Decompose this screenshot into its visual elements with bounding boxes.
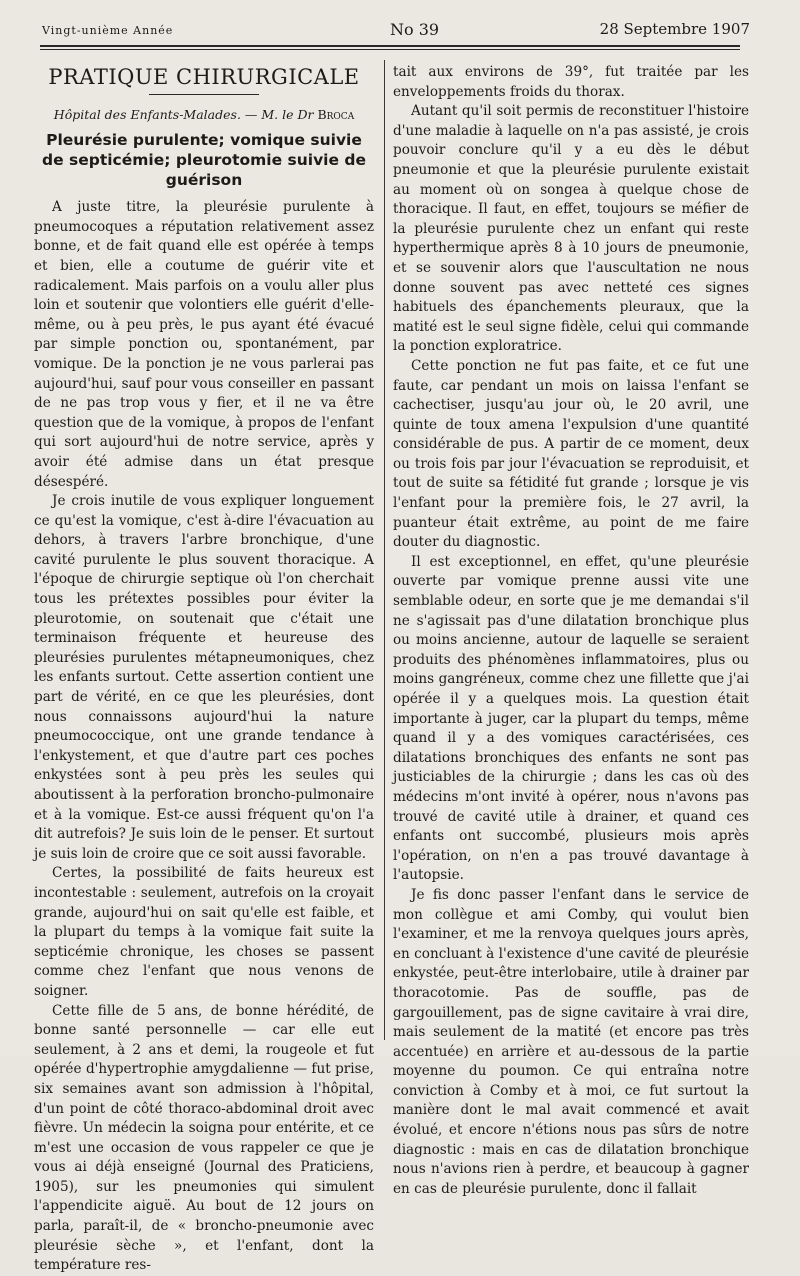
issue-number: No 39 (390, 20, 440, 39)
volume-label: Vingt-unième Année (42, 24, 174, 37)
header-rule (40, 45, 740, 47)
left-column (34, 62, 374, 1276)
paragraph: Je crois inutile de vous expliquer longuement ce qu'est la vomique, c'est à-dire l'évacuation au dehors, à travers l'arbre bronchique, d'une cavité purulente le plus souvent thoracique. A l'époque de chirurgie septique où l'on cherchait tous les prétextes possibles pour éviter la pleurotomie, on soutenait que c'était une terminaison fréquente et heureuse des pleurésies purulentes métapneumoniques, chez les enfants surtout. Cette assertion contient une part de vérité, en ce que les pleurésies, dont nous connaissons aujourd'hui la nature pneumococcique, ont une grande tendance à l'enkystement, et que d'autre part ces poches enkystées sont à peu près les seules qui aboutissent à la perforation broncho-pulmonaire et à la vomique. Est-ce aussi fréquent qu'on l'a dit autrefois? Je suis loin de le penser. Et surtout je suis loin de croire que ce soit aussi favorable. (34, 493, 374, 862)
page-header (30, 22, 750, 44)
article-source (34, 105, 374, 125)
right-column (393, 63, 749, 1199)
paragraph: Il est exceptionnel, en effet, qu'une pleurésie ouverte par vomique prenne aussi vite une semblable odeur, en sorte que je me demandai s'il ne s'agissait pas d'une dilatation bronchique plus ou moins ancienne, autour de laquelle se seraient produits des phénomènes inflammatoires, plus ou moins gangréneux, comme chez une fillette que j'ai opérée il y a quelques mois. La question était importante à juger, car la plupart du temps, même quand il y a des vomiques caractérisées, ces dilatations bronchiques des enfants ne sont pas justiciables de la chirurgie ; dans les cas où des médecins m'ont invité à opérer, nous n'avons pas trouvé de cavité utile à drainer, et quand ces enfants ont succombé, plusieurs mois après l'opération, on n'en a pas trouvé davantage à l'autopsie. (393, 553, 749, 884)
section-title: PRATIQUE CHIRURGICALE (48, 65, 360, 89)
section-rule (149, 94, 259, 95)
paragraph: A juste titre, la pleurésie purulente à pneumocoques a réputation relativement assez bonne, et de fait quand elle est opérée à temps et bien, elle a coutume de guérir vite et radicalement. Mais parfois on a voulu aller plus loin et soutenir que volontiers elle guérit d'elle-même, ou à peu près, le pus ayant été évacué par simple ponction ou, spontanément, par vomique. De la ponction je ne vous parlerai pas aujourd'hui, sauf pour vous conseiller en passant de ne pas trop vous y fier, et il ne va être question que de la vomique, à propos de l'enfant qui sort aujourd'hui de notre service, après y avoir été admise dans un état presque désespéré. (34, 199, 374, 490)
article-title: Pleurésie purulente; vomique suivie de septicémie; pleurotomie suivie de guérison (41, 131, 367, 190)
header-rule-thin (40, 49, 740, 50)
paragraph: Autant qu'il soit permis de reconstituer l'histoire d'une maladie à laquelle on n'a pas assisté, je crois pouvoir conclure qu'il y a eu dès le début pneumonie et que la pleurésie purulente existait au moment où on songea à quelque chose de thoracique. Il faut, en effet, toujours se méfier de la pleurésie purulente chez un enfant qui reste hyperthermique après 8 à 10 jours de pneumonie, et se souvenir alors que l'auscultation ne nous donne souvent pas avec netteté ces signes habituels des épanchements pleuraux, que la matité est le seul signe fidèle, celui qui commande la ponction exploratrice. (393, 103, 749, 355)
issue-date: 28 Septembre 1907 (599, 20, 750, 38)
paragraph: Cette ponction ne fut pas faite, et ce fut une faute, car pendant un mois on laissa l'enfant se cachectiser, jusqu'au jour où, le 20 avril, une quinte de toux amena l'expulsion d'une quantité considérable de pus. A partir de ce moment, deux ou trois fois par jour l'évacuation se reproduisit, et tout de suite sa fétidité fut grande ; lorsque je vis l'enfant pour la première fois, le 27 avril, la puanteur était extrême, au point de me faire douter du diagnostic. (393, 357, 749, 551)
paragraph: Je fis donc passer l'enfant dans le service de mon collègue et ami Comby, qui voulut bien l'examiner, et me la renvoya quelques jours après, en concluant à l'existence d'une cavité de pleurésie enkystée, peut-être interlobaire, utile à drainer par thoracotomie. Pas de souffle, pas de gargouillement, pas de signe cavitaire à vrai dire, mais seulement de la matité (et encore pas très accentuée) en arrière et au-dessous de la partie moyenne du poumon. Ce qui entraîna notre conviction à Comby et à moi, ce fut surtout la manière dont le mal avait commencé et avait évolué, et encore n'étions nous pas sûrs de notre diagnostic : mais en cas de dilatation bronchique nous n'avions rien à perdre, et beaucoup à gagner en cas de pleurésie purulente, donc il fallait (393, 886, 749, 1197)
paragraph: tait aux environs de 39°, fut traitée par les enveloppements froids du thorax. (393, 64, 749, 100)
source-author: Broca (317, 106, 355, 122)
paragraph: Certes, la possibilité de faits heureux est incontestable : seulement, autrefois on la croyait grande, aujourd'hui on sait qu'elle est faible, et la plupart du temps à la vomique fait suite la septicémie chronique, les choses se passent comme chez l'enfant que nous venons de soigner. (34, 865, 374, 999)
source-prefix: Hôpital des Enfants-Malades. — M. le Dr (53, 106, 314, 122)
paragraph: Cette fille de 5 ans, de bonne hérédité, de bonne santé personnelle — car elle eut seulement, à 2 ans et demi, la rougeole et fut opérée d'hypertrophie amygdalienne — fut prise, six semaines avant son admission à l'hôpital, d'un point de côté thoraco-abdominal droit avec fièvre. Un médecin la soigna pour entérite, et ce m'est une occasion de vous rappeler ce que je vous ai déjà enseigné (Journal des Praticiens, 1905), sur les pneumonies qui simulent l'appendicite aiguë. Au bout de 12 jours on parla, paraît-il, de « broncho-pneumonie avec pleurésie sèche », et l'enfant, dont la température res- (34, 1002, 374, 1274)
column-divider (384, 60, 385, 1040)
